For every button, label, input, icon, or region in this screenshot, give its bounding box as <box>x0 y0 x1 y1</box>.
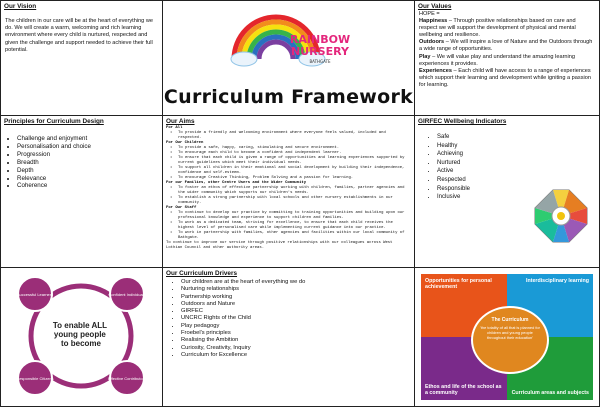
capacity-confident-individuals <box>108 277 145 311</box>
aims-content <box>163 125 414 252</box>
list-item: • To work in partnership with families, other agencies and facilities within our local community of Bathgate. <box>166 231 411 241</box>
four-capacities-diagram <box>1 268 161 404</box>
aims-group-label: For Our Staff <box>166 206 197 210</box>
principles-list <box>1 135 162 190</box>
list-item: • Safe <box>437 133 599 142</box>
list-item: • To encourage Creative Thinking, Problem Solving and a passion for learning. <box>166 176 411 181</box>
list-item: • Healthy <box>437 142 599 151</box>
list-item: • Personalisation and choice <box>17 143 162 151</box>
list-item: • Relevance <box>17 175 162 183</box>
list-item: • Nurturing relationships <box>181 286 414 293</box>
list-item: • Curriculum for Excellence <box>181 352 414 359</box>
aims-heading: Our Aims <box>166 118 195 125</box>
principles-heading: Principles for Curriculum Design <box>4 118 104 125</box>
list-item: • To work as a dedicated team, striving for excellence, to ensure that each child receives the highest level of personalised care while implementing current guidance into our practice. <box>166 221 411 231</box>
capacities-panel <box>1 268 163 406</box>
svg-text:To enable ALL young pe <box>53 321 109 348</box>
contexts-grid <box>421 274 593 400</box>
capacities-center-line: To enable ALL <box>52 321 107 330</box>
list-item: • Froebel's principles <box>181 330 414 337</box>
aims-closing: To continue to improve our service through positive relationships with our colleagues across West Lothian Council and other authority areas. <box>166 241 393 250</box>
aims-group-label: For our Families, other Centre Users and the Wider Community <box>166 181 307 185</box>
list-item: • Respected <box>437 176 599 185</box>
logo-line3: BATHGATE <box>308 59 331 64</box>
svg-text:Successful Learners: Successful Learners <box>16 292 54 297</box>
list-item: • Our children are at the heart of everything we do <box>181 279 414 286</box>
list-item: • To continue to develop our practice by committing to training opportunities and building upon our professional knowledge and experience to support children and families. <box>166 211 411 221</box>
girfec-panel <box>415 116 599 268</box>
list-item: • Active <box>437 167 599 176</box>
list-item: • Depth <box>17 167 162 175</box>
vision-heading: Our Vision <box>4 3 37 10</box>
context-interdisciplinary: Interdisciplinary learning <box>507 274 593 337</box>
capacity-successful-learners <box>17 277 53 311</box>
context-personal-achievement: Opportunities for personal achievement <box>421 274 507 337</box>
page-title: Curriculum Framework <box>163 86 414 108</box>
list-item: • Challenge and enjoyment <box>17 135 162 143</box>
values-subheading: HOPE = <box>419 11 440 17</box>
value-item: Experiences – Each child will have access to a range of experiences which support their learning and development while igniting a passion for learning. <box>419 67 591 88</box>
rainbow-nursery-logo <box>224 7 354 77</box>
values-panel <box>415 1 599 116</box>
list-item: • Play pedagogy <box>181 323 414 330</box>
context-curriculum-areas: Curriculum areas and subjects <box>507 337 593 400</box>
list-item: • To support all children in their emotional and social development by building their independence, confidence and self-esteem. <box>166 166 411 176</box>
principles-panel <box>1 116 163 268</box>
logo-line1: RAINBOW <box>289 33 350 46</box>
curriculum-center-text: 'the totality of all that is planned for children and young people throughout their education' <box>480 325 540 340</box>
list-item: • To establish a strong partnership with local schools and other nursery establishments in our community. <box>166 196 411 206</box>
svg-text:Effective Contributors: Effective Contributors <box>107 376 147 381</box>
aims-panel <box>163 116 415 268</box>
vision-text: The children in our care will be at the heart of everything we do. We will create a warm, welcoming and rich learning environment where every child is nurtured, respected and given the challenge and support needed to achieve their full potential. <box>5 18 154 53</box>
list-item: • Coherence <box>17 182 162 190</box>
vision-panel <box>1 1 163 116</box>
girfec-wheel-icon <box>533 188 589 244</box>
capacity-responsible-citizens <box>16 361 53 395</box>
list-item: • Nurtured <box>437 159 599 168</box>
capacities-center-line: to become <box>60 339 102 348</box>
capacity-effective-contributors <box>108 361 146 395</box>
aims-group-label: For All <box>166 126 183 130</box>
list-item: • UNCRC Rights of the Child <box>181 315 414 322</box>
drivers-panel <box>163 268 415 406</box>
list-item: • GIRFEC <box>181 308 414 315</box>
list-item: • To provide a friendly and welcoming environment where everyone feels valued, included and respected. <box>166 131 411 141</box>
drivers-list <box>163 279 414 359</box>
girfec-heading: GIRFEC Wellbeing Indicators <box>418 118 507 125</box>
svg-text:Responsible Citizens: Responsible Citizens <box>16 376 54 381</box>
value-item: Play – We will value play and understand the amazing learning experiences it provides. <box>419 53 576 67</box>
context-ethos: Ethos and life of the school as a community <box>421 337 507 400</box>
list-item: • Responsible <box>437 185 599 194</box>
list-item: • To foster an ethos of effective partnership working with children, families, partner agencies and the wider community which supports our children's needs. <box>166 186 411 196</box>
aims-group-label: For Our Children <box>166 141 204 145</box>
list-item: • Breadth <box>17 159 162 167</box>
curriculum-center-title: The Curriculum <box>491 317 529 323</box>
list-item: • Achieving <box>437 150 599 159</box>
list-item: • To provide a safe, happy, caring, stimulating and secure environment. <box>166 146 411 151</box>
svg-text:Confident Individuals: Confident Individuals <box>108 292 146 297</box>
contexts-panel <box>415 268 599 406</box>
drivers-heading: Our Curriculum Drivers <box>166 270 238 277</box>
list-item: • To ensure that each child is given a range of opportunities and learning experiences supported by current guidelines which meet their individual needs. <box>166 156 411 166</box>
values-heading: Our Values <box>418 3 452 10</box>
list-item: • To encourage each child to become a confident and independent learner. <box>166 151 411 156</box>
list-item: • Inclusive <box>437 193 599 202</box>
list-item: • Realising the Ambition <box>181 337 414 344</box>
list-item: • Progression <box>17 151 162 159</box>
title-panel <box>163 1 415 116</box>
logo-line2: NURSERY <box>290 45 349 58</box>
list-item: • Curiosity, Creativity, Inquiry <box>181 345 414 352</box>
curriculum-center-circle <box>471 306 549 374</box>
list-item: • Outdoors and Nature <box>181 301 414 308</box>
value-item: Happiness – Through positive relationships based on care and respect we will support the development of physical and mental wellbeing and resilience. <box>419 18 576 39</box>
value-item: Outdoors – We will inspire a love of Nature and the Outdoors through a wide range of opportunities. <box>419 39 593 53</box>
capacities-center-line: young people <box>53 330 106 339</box>
list-item: • Partnership working <box>181 294 414 301</box>
